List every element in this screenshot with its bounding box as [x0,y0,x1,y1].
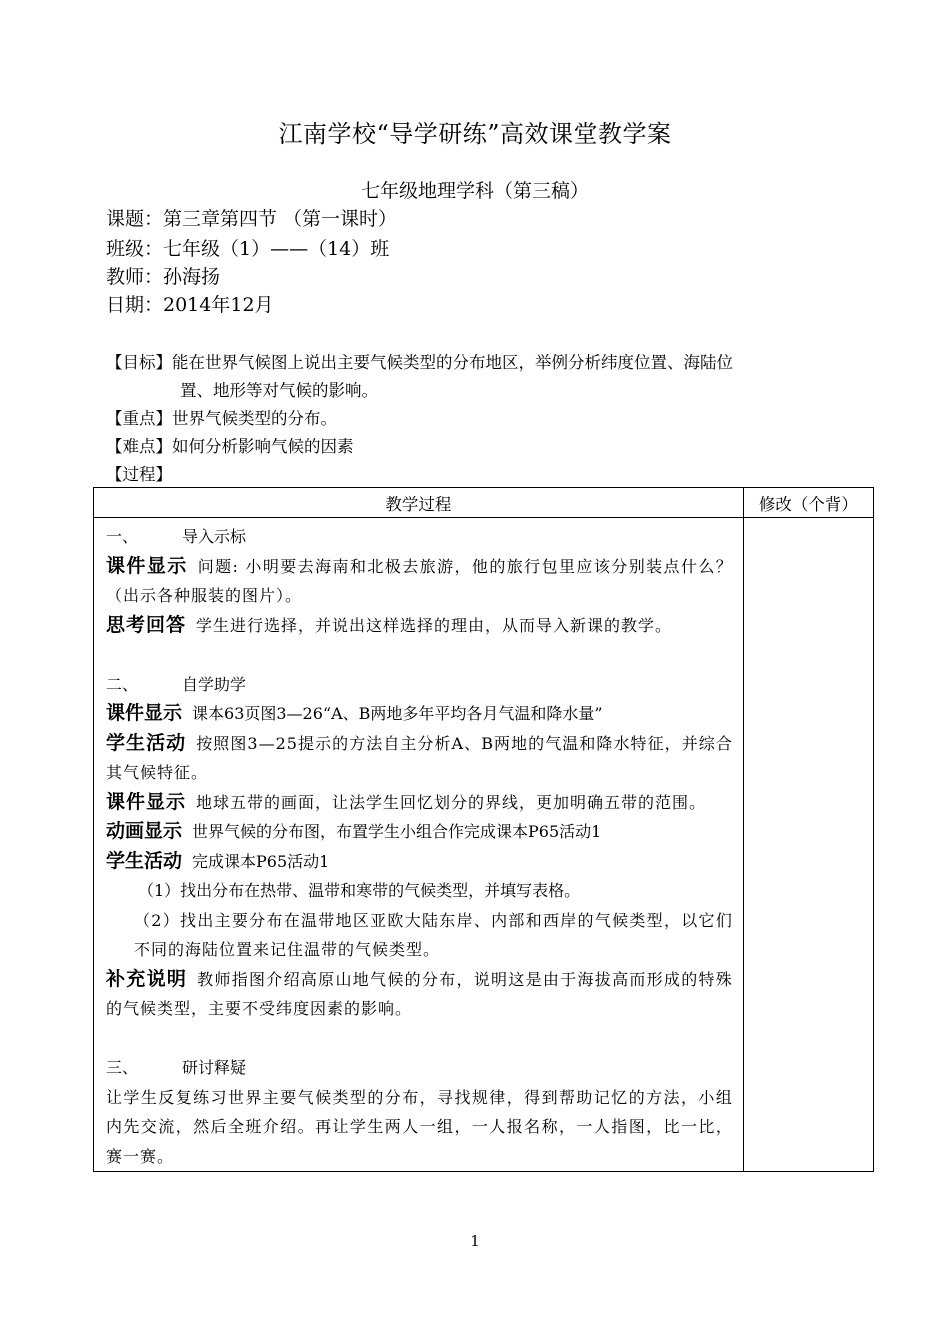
keyword-label: 课件显示 [106,702,183,724]
keyword-label: 学生活动 [106,731,187,754]
page-number: 1 [470,1232,480,1250]
stage-2-number: 二、 [106,674,139,694]
revision-column-cell [743,518,873,1172]
focus-line: 【重点】世界气候类型的分布。 [106,409,337,428]
stage-2-item-1: （1）找出分布在热带、温带和寒带的气候类型，并填写表格。 [138,881,581,900]
paragraph-text: 问题: 小明要去海南和北极去旅游，他的旅行包里应该分别装点什么？（出示各种服装的图片）。 [106,556,733,605]
paragraph-text: 完成课本P65活动1 [192,851,330,871]
stage-2-item-2: （2）找出主要分布在温带地区亚欧大陆东岸、内部和西岸的气候类型，以它们不同的海陆位置来记住温带的气候类型。 [134,910,733,959]
stage-2-paragraph-3 [106,788,733,818]
paragraph-text: 世界气候的分布图，布置学生小组合作完成课本P65活动1 [192,822,602,841]
stage-1-paragraph-1 [106,552,733,611]
stage-1-name: 导入示标 [182,527,247,546]
table-header-side: 修改（个背） [743,488,873,518]
stage-1-heading [106,522,733,552]
keyword-label: 动画显示 [106,820,183,842]
stage-2-paragraph-2 [106,729,733,788]
meta-date: 日期：2014年12月 [106,294,274,316]
stage-2-paragraph-1 [106,699,733,729]
paragraph-text: 教师指图介绍高原山地气候的分布，说明这是由于海拔高而形成的特殊的气候类型，主要不受纬度因素的影响。 [106,969,733,1018]
table-header-main: 教学过程 [94,488,744,518]
document-title: 江南学校“导学研练”高效课堂教学案 [278,120,672,148]
document-subtitle: 七年级地理学科（第三稿） [360,180,589,202]
keyword-label: 课件显示 [106,554,188,577]
stage-2-paragraph-4 [106,817,733,847]
stage-2-paragraph-6 [106,965,733,1024]
stage-2-name: 自学助学 [182,674,247,694]
goal-line-1: 【目标】能在世界气候图上说出主要气候类型的分布地区，举例分析纬度位置、海陆位 [106,353,733,372]
stage-3-paragraph: 让学生反复练习世界主要气候类型的分布，寻找规律，得到帮助记忆的方法，小组内先交流，然后全班介绍。再让学生两人一组，一人报名称，一人指图，比一比，赛一赛。 [106,1087,733,1166]
paragraph-text: 课本63页图3—26“A、B两地多年平均各月气温和降水量” [192,704,603,723]
stage-2-paragraph-5 [106,847,733,877]
stage-3-heading [106,1053,733,1083]
stage-1-number: 一、 [106,527,139,546]
stage-3-name: 研讨释疑 [182,1058,247,1077]
stage-1-paragraph-2 [106,611,733,641]
paragraph-text: 按照图3—25提示的方法自主分析A、B两地的气温和降水特征，并综合其气候特征。 [106,733,733,782]
keyword-label: 学生活动 [106,849,183,872]
goal-line-2: 置、地形等对气候的影响。 [180,381,378,400]
paragraph-text: 学生进行选择，并说出这样选择的理由，从而导入新课的教学。 [196,615,673,635]
keyword-label: 思考回答 [106,613,187,636]
process-table [93,487,874,1172]
stage-2-heading [106,670,733,700]
process-line: 【过程】 [106,465,172,484]
difficulty-line: 【难点】如何分析影响气候的因素 [106,437,354,456]
process-content-cell [94,518,744,1172]
stage-3-number: 三、 [106,1058,139,1077]
keyword-label: 课件显示 [106,790,187,813]
keyword-label: 补充说明 [106,967,188,990]
meta-teacher: 教师：孙海扬 [106,266,221,288]
meta-class: 班级：七年级（1）——（14）班 [106,238,390,260]
paragraph-text: 地球五带的画面，让法学生回忆划分的界线，更加明确五带的范围。 [196,792,707,812]
meta-topic: 课题：第三章第四节 （第一课时） [106,208,398,230]
